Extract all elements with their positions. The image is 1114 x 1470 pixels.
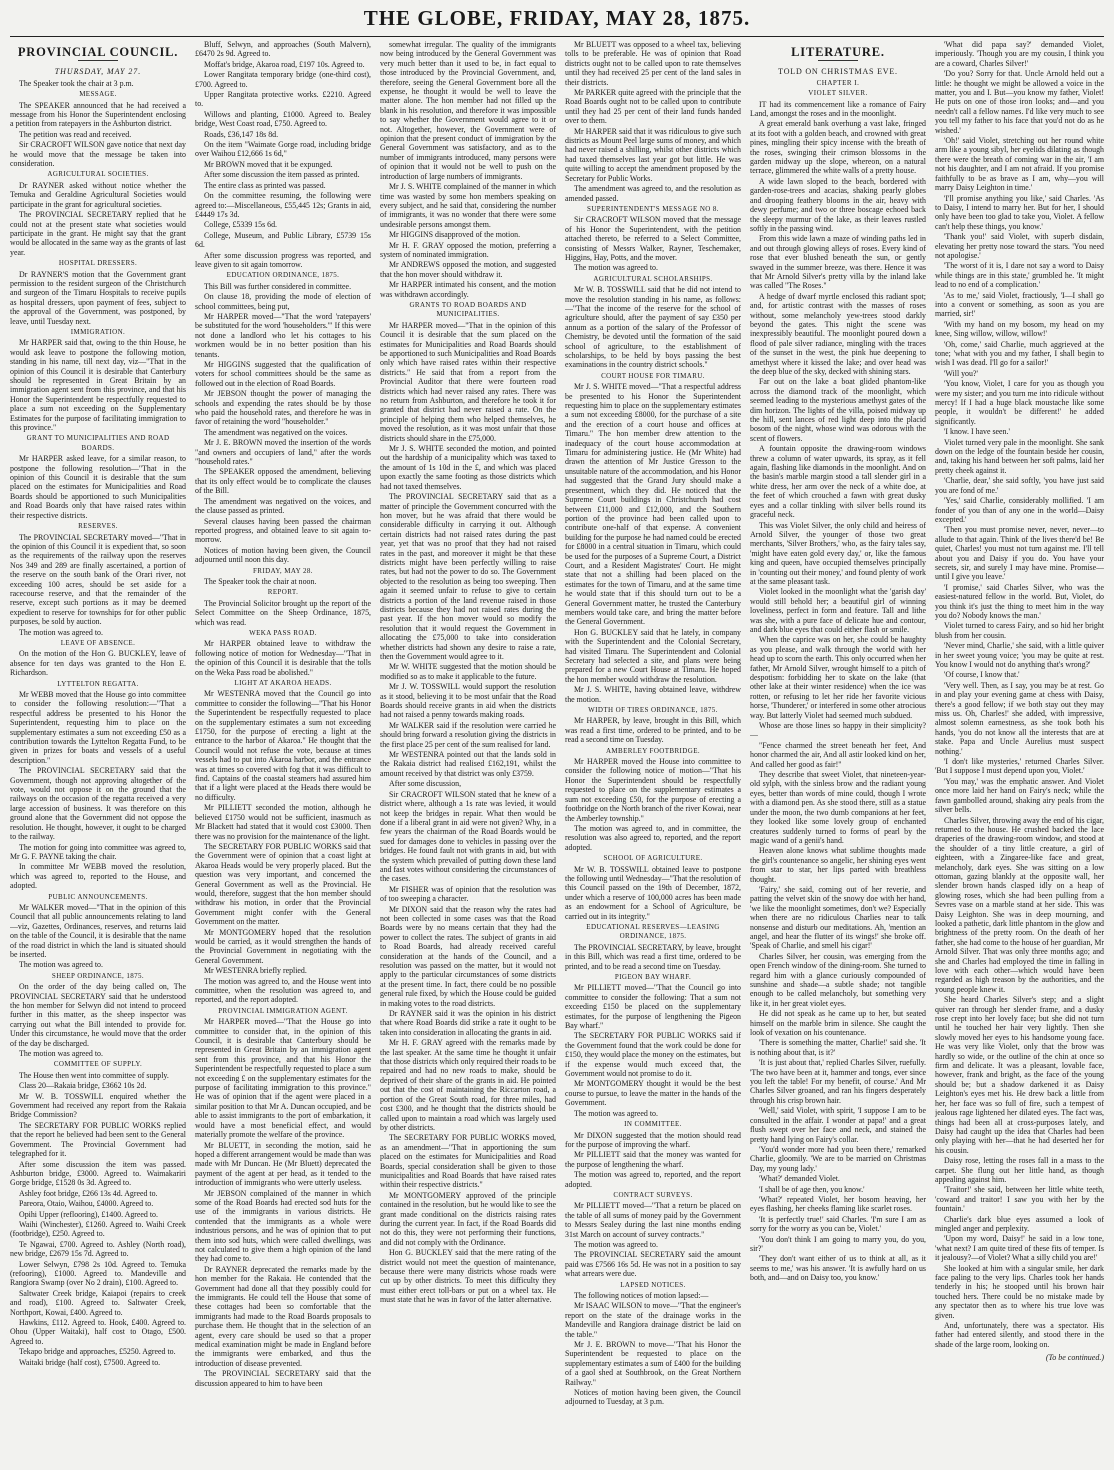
paragraph: 'The worst of it is, I dare not say a word to Daisy while things are in this state,' grumbled he. 'It might lead to no end of a complication.' (935, 261, 1104, 290)
paragraph: Mr JEBSON complained of the manner in which some of the Road Boards had erected sod huts for the use of the immigrants in various districts. He contended that the immigrants as a whole were industrious persons, and he was of opinion that to put them into sod huts, which were called dwellings, was not calculated to give them a high opinion of the land they had come to. (195, 1188, 371, 1264)
paragraph: The motion for going into committee was agreed to, Mr G. F. PAYNE taking the chair. (10, 842, 186, 861)
paragraph: The PROVINCIAL SECRETARY replied that he could not at the present state what societies would participate in the grant. He might say that the grant would be allocated in the same way as the grants of last year. (10, 210, 186, 257)
subheading: FRIDAY, MAY 28. (253, 566, 313, 575)
subheading: SUPERINTENDENT'S MESSAGE NO 8. (587, 204, 719, 213)
paragraph: Sir CRACROFT WILSON moved that the message of his Honor the Superintendent, with the petition attached thereto, be referred to a Select Committee, consisting of Messrs Walker, Rayner, Teschemaker, Higgins, Hay, Potts, and the mover. (565, 215, 741, 262)
subheading: HOSPITAL DRESSERS. (58, 259, 138, 268)
paragraph: 'There is something the matter, Charlie!' said she. 'It is nothing about that, is it?' (750, 1038, 926, 1057)
to-be-continued: (To be continued.) (1045, 1353, 1104, 1363)
paragraph: Hon G. BUCKLEY said that the mere rating of the district would not meet the question of maintenance, because there were many districts whose roads were cut up by other districts. To meet this difficulty they must either erect toll-bars or put on a wheel tax. He must state that he was in favor of the latter alternative. (380, 1248, 556, 1305)
paragraph: Mr HARPER moved—"That the word 'ratepayers' be substituted for the word 'householders.'" If this were not done a landlord who let his cottages to his workmen would be in no better position than his tenants. (195, 311, 371, 359)
paragraph: This was Violet Silver, the only child and heiress of Arnold Silver, the younger of those two great merchants, 'Silver Brothers,' who, as the fairy tales say, 'might have eaten gold every day,' or, like the famous king and queen, have occupied themselves principally in 'counting out their money,' and found plenty of work at the same pleasant task. (750, 520, 926, 586)
dateline: THURSDAY, MAY 27. (54, 67, 142, 77)
paragraph: Notices of motion having been given, the Council adjourned until noon this day. (195, 545, 371, 565)
paragraph: 'Will you?' (944, 368, 978, 378)
paragraph: College, Museum, and Public Library, £5739 15s 6d. (195, 230, 371, 250)
subheading: GRANTS TO ROAD BOARDS AND MUNICIPALITIES. (409, 300, 527, 319)
paragraph: She heard Charles Silver's step; and a slight quiver ran through her slender frame, and a dusky rose crept into her lovely face; but she did not turn until he touched her hair very lightly. Then she slowly moved her eyes to his handsome young face. He was very like Violet, only that the brow was hardly so wide, or the outline of the chin at once so firm and delicate. It was a pleasant, lovable face, however, frank and bright, as the face of the young should be; but a shadow darkened it as Daisy Leighton's eyes met his. He drew back a little from her, her face was so full of fire, such a tempest of jealous rage lightened her dilated eyes. The fact was, things had been all at cross-purposes lately, and Daisy had caught up the idea that Charles had been only playing with her—that he had deserted her for his cousin. (935, 995, 1104, 1155)
paragraph: Mr PILLIETT seconded the motion, although he believed £1750 would not be sufficient, inasmuch as Mr Blackett had stated that it would cost £3000. Then there was no provision for the maintenance of the light. (195, 803, 371, 841)
paragraph: IT had its commencement like a romance of Fairy Land, amongst the roses and in the moonlight. (750, 99, 926, 119)
paragraph: The motion was agreed to. (574, 1239, 658, 1249)
paragraph: Te Ngawai, £700. Agreed to. Ashley (North road), new bridge, £2679 15s 7d. Agreed to. (10, 1239, 186, 1259)
subheading: WEKA PASS ROAD. (249, 628, 317, 637)
paragraph: 'You'd wonder more had you been there,' remarked Charlie, gloomily. 'We are to be married on Christmas Day, my young lady.' (750, 1144, 926, 1173)
paragraph: Dr RAYNER'S motion that the Government grant permission to the resident surgeon of the Christchurch and surgeon of the Timaru Hospitals to receive pupils as hospital dressers, upon payment of fees, subject to the approval of the Government, was postponed, by leave, until Tuesday next. (10, 269, 186, 326)
paragraph: The SPEAKER opposed the amendment, believing that its only effect would be to complicate the clauses of the Bill. (195, 467, 371, 496)
paragraph: Several clauses having been passed the chairman reported progress, and obtained leave to sit again to-morrow. (195, 516, 371, 545)
paragraph: 'Of course, I know that.' (944, 670, 1020, 680)
paragraph: Mr MONTGOMERY approved of the principle contained in the resolution, but he would like to see the grant made conditional on the districts raising rates during the current year. In fact, if the Road Boards did not do this, they were not performing their functions, and did not comply with the Ordinance. (380, 1190, 556, 1247)
column-2 (195, 40, 371, 1460)
paragraph: A wide lawn sloped to the beach, bordered with garden-rose-trees and acacias, shaking pearly globes and drooping feathery blooms in the air, heavy with dewy perfume; and two or three boscage echoed back the sleepy murmur of the lake, as their leaves rustled softly in the passing wind. (750, 176, 926, 233)
paragraph: The entire class as printed was passed. (204, 180, 326, 190)
paragraph: Mr HARPER moved—"That in the opinion of this Council it is desirable that the sum placed on the estimates for Municipalities and Road Boards should be apportioned to such Municipalities and Road Boards only which have raised rates within their respective districts." He said that from a report from the Provincial Auditor that there were fourteen road districts which had never raised any rates. There was no return from Ashburton, and therefore he took it for granted that district had never raised a rate. On the principle of helping them who helped themselves, he moved the resolution, as it was most unfair that those districts should share in the £75,000. (380, 320, 556, 443)
paragraph: 'I'll promise anything you like,' said Charles. 'As to Daisy, I intend to marry her. But for her, I should only have been too glad to take you, Violet. A fellow can't help these things, you know.' (935, 193, 1104, 231)
subheading: LAPSED NOTICES. (620, 1280, 686, 1289)
subheading: IN COMMITTEE. (624, 1120, 682, 1129)
paragraph: He did not speak as he came up to her, but seated himself on the marble brim in silence. She caught the look of vexation on his countenance. (750, 1009, 926, 1038)
paragraph: Mr W. WHITE suggested that the motion should be modified so as to make it applicable to the future. (380, 662, 556, 681)
paragraph: And, unfortunately, there was a spectator. His father had entered silently, and stood there in the shade of the large room, looking on. (935, 1321, 1104, 1349)
subheading: AMBERLEY FOOTBRIDGE. (605, 746, 701, 755)
paragraph: In committee Mr WEBB moved the resolution, which was agreed to, reported to the House, and adopted. (10, 862, 186, 891)
section-heading-literature: LITERATURE. (791, 45, 885, 59)
paragraph: The PROVINCIAL SECRETARY moved—"That in the opinion of this Council it is expedient that, so soon as the requirements of the railway upon the reserves Nos 349 and 289 are finally ascertained, a portion of the reserve on the south bank of the Orari river, not exceeding 100 acres, should be set aside for a racecourse reserve, and that the remainder of the reserve, except such portions as it may be deemed expedient to reserve for townships for for other public purposes, be sold by auction. (10, 532, 186, 627)
paragraph: After some discussion, (389, 779, 462, 789)
paragraph: A great emerald bank overhung a vast lake, fringed at its foot with a golden beach, and crowned with great pines, mingling their spicy incense with the breath of the roses, swinging their crimson blossoms in the garden midway up the slope, whereon, on a natural terrace, glimmered the white walls of a pretty house. (750, 119, 926, 176)
paragraph: Mr HARPER, by leave, brought in this Bill, which was read a first time, ordered to be printed, and to be read a second time on Tuesday. (565, 716, 741, 745)
paragraph: The PROVINCIAL SECRETARY said that as a matter of principle the Government concurred with the hon mover, but he was afraid that there would be considerable difficulty in carrying it out. Although certain districts had not raised rates during the past year, yet that was no proof that they had not raised rates in the past, and moreover it might be that these districts might have been perfectly willing to raise rates, but had not the power to do so. The Government objected to the resolution as being too sweeping. Then again it seemed unfair to refuse to give to certain districts a portion of the land revenue raised in those districts because they had not raised rates during the past year. If the hon mover would so modify the resolution that it would request the Government in allocating the £75,000 to take into consideration whether districts had shown any desire to raise a rate, then the Government would agree to it. (380, 492, 556, 661)
paragraph: 'As to me,' said Violet, fractiously, 'I—I shall go into a convent or something, as soon as you are married, sir!' (935, 290, 1104, 319)
paragraph: 'Upon my word, Daisy!' he said in a low tone, 'what next? I am quite tired of these fits of temper. Is it jealousy?—of Violet? What a silly child you are!' (935, 1234, 1104, 1263)
paragraph: Mr ANDREWS opposed the motion, and suggested that the hon mover should withdraw it. (380, 260, 556, 279)
masthead-rule (10, 36, 1104, 37)
paragraph: The SECRETARY FOR PUBLIC WORKS replied that the report he believed had been sent to the General Government. The Provincial Government had telegraphed for it. (10, 1120, 186, 1159)
column-1 (10, 40, 186, 1460)
subheading: LEAVE OF ABSENCE. (60, 638, 136, 647)
subheading: LIGHT AT AKAROA HEADS. (234, 679, 332, 687)
paragraph: This Bill was further considered in committee. (204, 281, 352, 291)
paragraph: Whose are those lines so happy in their simplicity?— (750, 721, 926, 740)
paragraph: 'I know. I have seen.' (944, 427, 1010, 437)
paragraph: The PROVINCIAL SECRETARY, by leave, brought in this Bill, which was read a first time, ordered to be printed, and to be read a second time on Tuesday. (565, 942, 741, 971)
paragraph: Mr J. E. BROWN moved the insertion of the words "and owners and occupiers of land," after the words "household rates." (195, 438, 371, 467)
paragraph: From this wide lawn a maze of winding paths led in and out through glowing alleys of roses. Every kind of rose that ever blushed beneath the sun, or gently swayed in the summer breeze, was there. Hence it was that Mr Arnold Silver's pretty villa by the inland lake was called "The Roses." (750, 234, 926, 291)
paragraph: 'You know, Violet, I care for you as though you were my sister; and you turn me into ridicule without mercy! If I had a huge black moustache like some people, it wouldn't be different!' he added significantly. (935, 379, 1104, 426)
paragraph: They describe that sweet Violet, that nineteen-year-old sylph, with the sinless brow and the radiant young eyes, better than words of mine could, though I wrote with a diamond pen. As she stood there, still as a statue under the moon, the two dumb companions at her feet, they looked like some lovely group of enchanted creatures suddenly turned to forms of pearl by the magic wand of a genii's hand. (750, 770, 926, 845)
subheading: PUBLIC ANNOUNCEMENTS. (48, 892, 148, 901)
paragraph: 'What did papa say?' demanded Violet, imperiously. 'Though you are my cousin, I think you are a coward, Charles Silver!' (935, 40, 1104, 68)
paragraph: The SPEAKER announced that he had received a message from his Honor the Superintendent enclosing a petition from ratepayers in the Ashburton district. (10, 100, 186, 129)
paragraph: Violet turned very pale in the moonlight. She sank down on the ledge of the fountain beside her cousin, and, taking his hand between her soft palms, laid her pretty cheek against it. (935, 437, 1104, 475)
paragraph: The amendment was negatived on the voices, and the clause passed as printed. (195, 496, 371, 516)
paragraph: The SECRETARY FOR PUBLIC WORKS moved, as an amendment—"That in apportioning the sum placed on the estimates for Municipalities and Road Boards, special consideration shall be given to those municipalities and Road Boards that have raised rates within their respective districts." (380, 1133, 556, 1190)
chapter-label: CHAPTER I. (816, 78, 860, 87)
paragraph: 'It is just about that,' replied Charles Silver, ruefully. 'The two have been at it, hammer and tongs, ever since you left the table! For my benefit, of course.' And Mr Charles Silver groaned, and ran his fingers desperately through his crisp brown hair. (750, 1058, 926, 1105)
masthead: THE GLOBE, FRIDAY, MAY 28, 1875. (363, 6, 751, 30)
paragraph: Far out on the lake a boat glided phantom-like across the diamond track of the moonlight, which seemed leading to the mysterious amethyst gates of the dim horizon. The lights of the villa, poised midway up the hill, sent lances of red light deep into the placid bosom of the night, whose wind was odorous with the scent of flowers. (750, 377, 926, 443)
paragraph: Ashley foot bridge, £266 13s 4d. Agreed to. (19, 1188, 158, 1198)
paragraph: 'With my hand on my bosom, my head on my knee, Sing willow, willow, willow!' (935, 319, 1104, 339)
paragraph: The Provincial Solicitor brought up the report of the Select Committee on the Sheep Ordinance, 1875, which was read. (195, 598, 371, 627)
paragraph: The amendment was agreed to, and the resolution as amended passed. (565, 184, 741, 203)
paragraph: Sir CRACROFT WILSON gave notice that next day he would move that the message be taken into consideration. (10, 140, 186, 169)
paragraph: 'Do you? Sorry for that. Uncle Arnold held out a little: he thought we might be allowed a voice in the matter, you and I. But—you know my father, Violet! He puts on one of those iron looks; and—and you needn't call a fellow names. I'd like very much to see you tell my father to his face that you'd not do as he wished.' (935, 69, 1104, 135)
paragraph: The motion was agreed to, reported, and the report adopted. (565, 1170, 741, 1189)
paragraph: Mr W. B. TOSSWILL enquired whether the Government had received any report from the Rakaia Bridge Commission? (10, 1091, 186, 1120)
paragraph: Mr HARPER obtained leave to withdraw the following notice of motion for Wednesday—"That in the opinion of this Council it is desirable that the tolls on the Weka Pass road be abolished." (195, 639, 371, 677)
paragraph: 'I shall be of age then, you know.' (759, 1184, 865, 1194)
subheading: AGRICULTURAL SCHOLARSHIPS. (593, 274, 713, 283)
paragraph: On the committee resuming, the following were agreed to:—Miscellaneous, £55,445 12s; Grants in aid, £4449 17s 3d. (195, 191, 371, 219)
paragraph: Charles Silver, throwing away the end of his cigar, returned to the house. He crushed backed the lace draperies of the drawing-room window, and stood at the shoulder of a tiny little creature, a girl of eighteen, with a Zingaree-like face and great, melancholy, dark eyes. She was sitting on a low ottoman, gazing blankly at the opposite wall, her slender brown hands clasped idly on a heap of glowing roses, which she had been pulling from a Sevres vase on a marble stand at her side. This was Daisy Leighton. She was in deep mourning, and looked a pathetic, dark little phantom in the glow and brightness of the pretty room. On the death of her father, she had come to the house of her guardian, Mr Arnold Silver. That was only three months ago; and she and Charles had employed the time in falling in love with each other—which would have been regarded as high treason by the authorities, and the young people knew it. (935, 815, 1104, 994)
paragraph: 'What?' repeated Violet, her bosom heaving, her eyes flashing, her cheeks flaming like scarlet roses. (750, 1194, 926, 1214)
paragraph: Mr J. E. BROWN to move—"That his Honor the Superintendent be requested to place on the supplementary estimates a sum of £400 for the building of a gaol shed at Southbrook, on the Great Northern Railway." (565, 1340, 741, 1387)
paragraph: 'I promise,' said Charles Silver, who was the easiest-natured fellow in the world. But, Violet, do you think it's just the thing to meet him in the way you do? Nobody knows the man.' (935, 582, 1104, 620)
paragraph: Mr J. S. WHITE complained of the manner in which time was wasted by some hon members speaking on every subject, and he said that, considering the number of immigrants, it was no wonder that there were some undesirable persons amongst them. (380, 182, 556, 229)
paragraph: The PROVINCIAL SECRETARY said that the discussion appeared to him to have been (195, 1369, 371, 1388)
paragraph: Willows and planting, £1000. Agreed to. Bealey bridge, West Coast road, £750. Agreed to. (195, 109, 371, 129)
paragraph: Mr DIXON said that the reason why the rates had not been collected in some cases was that the Road Boards were by no means certain that they had the power to collect the rates. The subject of grants in aid to Road Boards, had already received careful consideration at the hands of the Council, and a resolution was passed on the matter, but it would not apply to the particular circumstances of some districts at the present time. In fact, there could be no possible general rule fixed, by which the House could be guided in making votes to the road districts. (380, 904, 556, 1008)
paragraph: College, £5339 15s 6d. (204, 220, 277, 230)
paragraph: A hedge of dwarf myrtle enclosed this radiant spot; and, for artistic contrast with the masses of roses without, some melancholy yew-trees stood darkly beyond the gates. This night the scene was inexpressibly beautiful. The moonlight poured down a flood of pale silver radiance, mingling with the traces of the sunset in the west, the pink hue deepening to amethyst where it kissed the lake; and over head was the deep blue of the sky, decked with shining stars. (750, 291, 926, 376)
paragraph: Saltwater Creek bridge, Kaiapoi (repairs to creek and road), £100. Agreed to. Saltwater Creek, Northport, Kowai, £400. Agreed to. (10, 1288, 186, 1317)
subheading: REPORT. (267, 588, 299, 597)
paragraph: Waitaki bridge (half cost), £7500. Agreed to. (19, 1357, 161, 1367)
column-5 (750, 40, 926, 1460)
paragraph: Lower Selwyn, £798 2s 10d. Agreed to. Temuka (refooring), £1000. Agreed to. Mandeville and Rangiora Swamp (over No 2 drain), £100. Agreed to. (10, 1259, 186, 1288)
paragraph: Mr PARKER quite agreed with the principle that the Road Boards ought not to be called upon to contribute until they had 25 per cent of their land funds handed over to them. (565, 88, 741, 126)
paragraph: Mr HARPER said that it was ridiculous to give such districts as Mount Peel large sums of money, and which had never raised a shilling, whilst other districts which had taxed themselves last year got but little. He was quite willing to accept the amendment proposed by the Secretary for Public Works. (565, 126, 741, 183)
paragraph: Dr RAYNER said it was the opinion in his district that where Road Boards did strike a rate it ought to be taken into consideration in allocating the grants in aid. (380, 1009, 556, 1037)
paragraph: 'Traitor!' she said, between her little white teeth, 'coward and traitor! I saw you with her by the fountain.' (935, 1185, 1104, 1214)
paragraph: On the motion of the Hon G. BUCKLEY, leave of absence for ten days was granted to the Hon E. Richardson. (10, 649, 186, 678)
paragraph: 'Thank you!' said Violet, with superb disdain, elevating her pretty nose toward the stars. 'You need not apologise.' (935, 232, 1104, 260)
paragraph: On the order of the day being called on, The PROVINCIAL SECRETARY said that he understood the hon member for Selwyn did not intend to proceed further in this matter, as the sheep inspector was carrying out what the Bill intended to provide for. Under this circumstance, he would move that the order of the day be discharged. (10, 982, 186, 1048)
paragraph: Mr PILLIETT said that the money was wanted for the purpose of lengthening the wharf. (565, 1150, 741, 1169)
paragraph: Mr WESTENRA briefly replied. (204, 966, 307, 976)
paragraph: 'Oh!' said Violet, stretching out her round white arm like a young sibyl, her eyelids dilating as though there were the breath of coming war in the air, 'I am not his daughter, and I am not afraid. If you promise faithfully to be as brave as I am, why—you will marry Daisy Leighton in time.' (935, 136, 1104, 193)
paragraph: "Fence charmed the street beneath her feet, And honor charmed the air, And all astir looked kind on her, And called her good as fair!" (750, 740, 926, 769)
paragraph: Mr BROWN moved that it be expunged. (204, 159, 333, 169)
subheading: EDUCATION ORDINANCE, 1875. (226, 271, 340, 280)
section-heading-provincial-council: PROVINCIAL COUNCIL. (17, 45, 179, 59)
paragraph: Opihi Upper (reflooring), £1400. Agreed to. (19, 1209, 158, 1219)
subheading: LYTTELTON REGATTA. (57, 679, 139, 688)
paragraph: Violet turned to caress Fairy, and so hid her bright blush from her cousin. (935, 621, 1104, 640)
paragraph: Mr H. F. GRAY opposed the motion, preferring a system of nominated immigration. (380, 240, 556, 259)
subheading: EDUCATIONAL RESERVES—LEASING ORDINANCE, 1875. (586, 922, 720, 941)
paragraph: Mr JEBSON thought the power of managing the schools and expending the rates should be by those who paid the household rates, and therefore he was in favor of retaining the word "householder." (195, 389, 371, 427)
subheading: IMMIGRATION. (70, 327, 126, 336)
subheading: PIGEON BAY WHARF. (614, 973, 692, 981)
paragraph: Hawkins, £112. Agreed to. Hook, £400. Agreed to. Ohou (Upper Waitaki), half cost to Otago, £500. Agreed to. (10, 1318, 186, 1346)
story-title: TOLD ON CHRISTMAS EVE. (778, 67, 898, 77)
paragraph: The motion was agreed to. (574, 1108, 658, 1118)
paragraph: Mr MONTGOMERY thought it would be the best course to pursue, to leave the matter in the hands of the Government. (565, 1079, 741, 1108)
paragraph: Lower Rangitata temporary bridge (one-third cost), £700. Agreed to. (195, 70, 371, 89)
heading-rule (818, 60, 858, 61)
paragraph: Sir CRACROFT WILSON stated that he knew of a district where, although a 1s rate was levied, it would not keep the bridges in repair. What then would be done if a liberal grant in aid were not given? Why, in a few years the chairman of the Road Boards would be sued for damages done to vehicles in passing over the bridges. He found fault not with grants in aid, but with the system which prevailed of putting down these land and fast votes without considering the circumstances of the cases. (380, 789, 556, 884)
paragraph: 'You may,' was the emphatic answer. And Violet once more laid her hand on Fairy's neck; while the fawn gambolled around, shaking airy peals from the silver bells. (935, 776, 1104, 815)
paragraph: Mr BLUETT was opposed to a wheel tax, believing tolls to be preferable. He was of opinion that Road districts ought not to be called upon to rate themselves until they had received 25 per cent of the land sales in their districts. (565, 40, 741, 87)
paragraph: Mr H. F. GRAY agreed with the remarks made by the last speaker. At the same time he thought it unfair that those districts which only required their roads to be repaired and had no new roads to make, should be deprived of their share of the grants in aid. He pointed out that the cost of maintaining the Riccarton road, a portion of the Great South road, for three miles, had cost £300, and he thought that the districts should be called upon to maintain a road which was largely used by other districts. (380, 1038, 556, 1132)
paragraph: Mr MONTGOMERY hoped that the resolution would be carried, as it would strengthen the hands of the Provincial Government in negotiating with the General Government. (195, 927, 371, 965)
paragraph: Upper Rangitata protective works. £2210. Agreed to. (195, 90, 371, 109)
chapter-subtitle: VIOLET SILVER. (808, 89, 868, 98)
paragraph: The amendment was negatived on the voices. (204, 427, 348, 437)
paragraph: Bluff, Selwyn, and approaches (South Malvern), £6470 2s 9d. Agreed to. (195, 40, 371, 59)
subheading: CONTRACT SURVEYS. (613, 1190, 693, 1199)
paragraph: The Speaker took the chair at 3 p.m. (19, 78, 134, 88)
paragraph: Roads, £36,147 18s 8d. (204, 129, 279, 139)
paragraph: Charles Silver, her cousin, was emerging from the open French window of the dining-room. She turned to regard him with a glance curiously compounded of sunshine and shade—a subtle shade; not tangible enough to be called melancholy, but something very like it, in her great violet eyes. (750, 951, 926, 1008)
subheading: WIDTH OF TIRES ORDINANCE, 1875. (588, 706, 718, 715)
paragraph: Mr J. S. WHITE, having obtained leave, withdrew the motion. (565, 685, 741, 704)
paragraph: 'Yes,' said Charlie, considerably mollified. 'I am fonder of you than of any one in the world—Daisy excepted.' (935, 496, 1104, 524)
paragraph: The PROVINCIAL SECRETARY said that the Government, though not approving altogether of the vote, would not oppose it on the ground that the railways on the occasion of the regatta received a very large accession of business. It was therefore on this ground alone that the Government did not oppose the resolution. He thought, however, it ought to be charged to the railway. (10, 766, 186, 842)
paragraph: somewhat irregular. The quality of the immigrants now being introduced by the General Government was very much better than it used to be, in fact equal to those introduced by the Provincial Government, and, therefore, seeing the General Government bore all the expense, he thought it would be well to leave the matter alone. The hon member had not filled up the blank in his resolution, and therefore it was impossible to say whether the Government would agree to it or not. Altogether, however, the Government were of opinion that the present conduct of immigration by the General Government was satisfactory, and as to the number of immigrants introduced, many persons were of opinion that it would not be well to push on the introduction of large numbers of immigrants. (380, 40, 556, 181)
paragraph: 'Charlie, dear,' she said softly, 'you have just said you are fond of me.' (935, 476, 1104, 495)
paragraph: Heaven alone knows what sublime thoughts made the girl's countenance so angelic, her shining eyes went from star to star, her lips parted with breathless thought. (750, 846, 926, 884)
paragraph: Mr FISHER was of opinion that the resolution was of too sweeping a character. (380, 884, 556, 904)
paragraph: 'Very well. Then, as I say, you may be at rest. Go in and play your evening game at chess with Daisy, there's a good fellow; if we both stay out they may miss us. Oh, Charles!' she added, with impressive, almost solemn earnestness, as she took both his hands, 'you do not know all the interests that are at stake. Papa and Uncle Aurelius must suspect nothing.' (935, 680, 1104, 756)
paragraph: The Speaker took the chair at noon. (204, 576, 317, 586)
paragraph: Mr HIGGINS disapproved of the motion. (389, 230, 521, 240)
newspaper-page (10, 40, 1104, 1460)
paragraph: The motion was agreed to. (19, 960, 103, 970)
subheading: MESSAGE. (79, 90, 117, 99)
paragraph: Mr J. S. WHITE seconded the motion, and pointed out the hardship of a municipality which was taxed to the amount of 1s 10d in the £, and which was placed upon exactly the same footing as those districts which had not taxed themselves. (380, 444, 556, 491)
paragraph: The House then went into committee of supply. (19, 1070, 169, 1080)
paragraph: 'You don't think I am going to marry you, do you, sir?' (750, 1234, 926, 1253)
column-6-body (935, 40, 1104, 1349)
paragraph: Mr HARPER intimated his consent, and the motion was withdrawn accordingly. (380, 280, 556, 299)
paragraph: Notices of motion having been given, the Council adjourned to Tuesday, at 3 p.m. (565, 1388, 741, 1407)
paragraph: Mr ISAAC WILSON to move—"That the engineer's report on the state of the drainage works in the Mandeville and Rangiora drainage district be laid on the table." (565, 1301, 741, 1339)
paragraph: The motion was agreed to, and in committee, the resolution was also agreed to, reported, and the report adopted. (565, 823, 741, 852)
paragraph: Mr J. S. WHITE moved—"That a respectful address be presented to his Honor the Superintendent requesting him to place on the supplementary estimates a sum not exceeding £8000, for the purchase of a site and the erection of a court house and offices at Timaru." The hon member drew attention to the inadequacy of the court house accommodation at Timaru for administering justice. He (Mr White) had drawn the attention of Mr Justice Gresson to the unsuitable nature of the accommodation, and his Honor had suggested that the Grand Jury should make a presentment, which they did. He noticed that the Supreme Court buildings in Christchurch had cost between £11,000 and £12,000, and the Southern portion of the province had been called upon to contribute one-half of that expense. A convenient building for the purpose he had named could be erected for £8000 in a central situation in Timaru, which could be used for the purposes of a Supreme Court, a District Court, and a Resident Magistrates' Court. He might state that not a shilling had been placed on the estimates for the town of Timaru, and at the same time he would state that if this should turn out to be a General Government matter, he trusted the Canterbury members would take care, and bring the matter before the General Government. (565, 382, 741, 627)
paragraph: The motion was agreed to. (19, 1049, 103, 1059)
paragraph: 'It is perfectly true!' said Charles. 'I'm sure I am as sorry for the worry as you can be, Violet.' (750, 1214, 926, 1234)
paragraph: The petition was read and received. (19, 129, 132, 139)
paragraph: Mr HARPER asked leave, for a similar reason, to postpone the following resolution—"That in the opinion of this Council it is desirable that the sum placed on the estimates for Municipalities and Road Boards should be apportioned to such Municipalities and Road Boards only that have raised rates within their respective districts. (10, 454, 186, 520)
paragraph: The motion was agreed to. (574, 263, 658, 273)
paragraph: She looked at him with a singular smile, her dark face paling to the very lips. Charles took her hands tenderly in his; he stooped until his brown hair touched hers. There could be no mistake made by any spectator then as to where his true love was given. (935, 1263, 1104, 1320)
paragraph: Mr J. W. TOSSWILL would support the resolution as it stood, believing it to be most unfair that the Road Boards should receive grants in aid when the districts had not raised a penny towards making roads. (380, 682, 556, 720)
subheading: AGRICULTURAL SOCIETIES. (47, 170, 149, 179)
paragraph: The motion was agreed to. (19, 627, 103, 637)
paragraph: 'I don't like mysteries,' returned Charles Silver. 'But I suppose I must depend upon you, Violet.' (935, 757, 1104, 776)
paragraph: Daisy rose, letting the roses fall in a mass to the carpet. She flung out her little hand, as though appealing against him. (935, 1156, 1104, 1184)
paragraph: Class 20—Rakaia bridge, £3662 10s 2d. (19, 1081, 147, 1091)
paragraph: Waihi (Winchester), £1260. Agreed to. Waihi Creek (footbridge), £250. Agreed to. (10, 1219, 186, 1239)
paragraph: Tekapo bridge and approaches, £5250. Agreed to. (19, 1347, 176, 1357)
paragraph: Mr W. B. TOSSWILL obtained leave to postpone the following until Wednesday—"That the resolution of this Council passed on the 19th of December, 1872, under which a reserve of 100,000 acres has been made as an endowment for a School of Agriculture, be carried out in its integrity." (565, 864, 741, 921)
column-6 (935, 40, 1104, 1460)
subheading: SCHOOL OF AGRICULTURE. (603, 854, 703, 863)
paragraph: The PROVINCIAL SECRETARY said the amount paid was £7566 16s 5d. He was not in a position to say what arrears were due. (565, 1250, 741, 1279)
subheading: COURT HOUSE FOR TIMARU. (601, 371, 705, 380)
paragraph: Mr HARPER moved the House into committee to consider the following notice of motion—"That his Honor the Superintendent should be respectfully requested to place on the supplementary estimates a sum not exceeding £50, for the purpose of erecting a footbridge on the North branch of the river Kowai, near the Amberley township." (565, 757, 741, 823)
paragraph: Mr BLUETT, in seconding the motion, said he hoped a different arrangement would be made than was made with Mr Duncan. He (Mr Bluett) deprecated the payment of the agent at per head, as it tended to the introduction of immigrants who were utterly useless. (195, 1140, 371, 1188)
paragraph: After some discussion progress was reported, and leave given to sit again tomorrow. (195, 250, 371, 269)
paragraph: Mr HARPER said that, owing to the thin House, he would ask leave to postpone the following motion, standing in his name, till next day, viz—"That in the opinion of this Council it is desirable that Canterbury should be represented in Great Britain by an immigration agent sent from this province, and that his Honor the Superintendent be respectfully requested to place a sum not exceeding on the Supplementary Estimates for the purpose of facilitating immigration to this province." (10, 338, 186, 433)
paragraph: 'Then you must promise never, never, never—to allude to that again. Think of the lives there'd be! Be quiet, Charles! you must not turn against me. I'll tell about you and Daisy if you do. You have your secrets, sir, and surely I may have mine. Promise—until I give you leave.' (935, 525, 1104, 582)
paragraph: Charlie's dark blue eyes assumed a look of mingled anger and perplexity. (935, 1214, 1104, 1233)
paragraph: The motion was agreed to, and the House went into committee, when the resolution was agreed to, and reported, and the report adopted. (195, 976, 371, 1005)
paragraph: Mr WALKER moved—"That in the opinion of this Council that all public announcements relating to land—viz, Gazettes, Ordinances, reserves, and returns laid on the table of the Council, it is desirable that the name of the road district in which the land is situated should be inserted. (10, 902, 186, 959)
paragraph: 'Oh, come,' said Charlie, much aggrieved at the tone; 'what with you and my father, I shall begin to wish I was dead. I'll go for a sailor!' (935, 339, 1104, 368)
paragraph: 'Fairy,' she said, coming out of her reverie, and patting the velvet skin of the snowy doe with her hand, 'we like the moonlight sometimes, don't we? Especially when there are no ridiculous Charlies near to talk nonsense and disturb our meditations. Ah, 'mention an angel, and hear the flutter of its wings!' she broke off. 'Speak of Charlie, and smell his cigar!' (750, 884, 926, 951)
paragraph: A fountain opposite the drawing-room windows threw a column of water upwards, its spray, as it fell again, flashing like diamonds in the moonlight. And on the basin's marble margin stood a tall slender girl in a white dress, her arm over the neck of a white doe, at the feet of which crouched a fawn with great dusky eyes and a collar tinkling with silver bells round its graceful neck. (750, 444, 926, 520)
paragraph: On the item "Waimate Gorge road, including bridge over Waihou £12,666 1s 6d," (195, 140, 371, 159)
paragraph: 'Well,' said Violet, with spirit, 'I suppose I am to be consulted in the affair. I wonder at papa!' and a great flush swept over her face and neck, and stained the pretty hand lying on Fairy's collar. (750, 1106, 926, 1144)
paragraph: On clause 18, providing the mode of election of school committees, being put, (195, 292, 371, 311)
paragraph: 'They don't want either of us to think at all, as it seems to me,' was his answer. 'It is awfully hard on us both, and—and on Daisy too, you know.' (750, 1254, 926, 1283)
paragraph: Mr PILLIETT moved—"That a return be placed on the table of all sums of money paid by the Government to Messrs Sealey during the last nine months ending 31st March on account of survey contracts." (565, 1201, 741, 1239)
heading-rule (78, 60, 118, 61)
paragraph: Violet looked in the moonlight what the 'garish day' would still behold her; a beautiful girl of winning loveliness, perfect in form and feature. Tall and lithe was she, with a pure face of delicate hue and contour, and dark blue eyes that could either flash or smile. (750, 587, 926, 634)
paragraph: Mr PILLIETT moved—"That the Council go into committee to consider the following: That a sum not exceeding £150 be placed on the supplementary estimates, for the purpose of lengthening the Pigeon Bay wharf." (565, 983, 741, 1031)
column-5-body (750, 100, 926, 1283)
column-4 (565, 40, 741, 1460)
paragraph: Pareora, Otaio, Waihou, £4000. Agreed to. (19, 1199, 154, 1209)
subheading: SHEEP ORDINANCE, 1875. (51, 971, 145, 980)
paragraph: The SECRETARY FOR PUBLIC WORKS said if the Government found that the work could be done for £150, they would place the money on the estimates, but if the expense would much exceed that, the Government would not promise to do it. (565, 1031, 741, 1079)
paragraph: 'What?' demanded Violet. (759, 1174, 840, 1184)
subheading: RESERVES. (78, 522, 118, 531)
subheading: PROVINCIAL IMMIGRATION AGENT. (218, 1006, 348, 1015)
paragraph: Mr WALKER said if the resolution were carried he should bring forward a resolution giving the districts in the first place 25 per cent of the sum realised for land. (380, 720, 556, 749)
subheading: GRANT TO MUNICIPALITIES AND ROAD BOARDS. (26, 434, 170, 452)
subheading: COMMITTEE OF SUPPLY. (53, 1060, 143, 1069)
paragraph: The SECRETARY FOR PUBLIC WORKS said that the Government were of opinion that a coast light at Akaroa Heads would be very properly placed. But the question was very important, and concerned the General Government as well as the Provincial. He would, therefore, suggest that the hon member should withdraw his motion, in order that the Provincial Government might confer with the General Government on the matter. (195, 841, 371, 927)
paragraph: Mr HARPER moved—"That the House go into committee to consider that, in the opinion of this Council, it is desirable that Canterbury should be represented in Great Britain by an immigration agent sent from this province, and that his Honor the Superintendent be respectfully requested to place a sum not exceeding £ on the supplementary estimates for the purpose of facilitating immigration to this province." He was of opinion that if the agent were placed in a similar position to that Mr A. Duncan occupied, and be able to assist immigrants to the port of embarkation, it would have a most beneficial effect, and would materially promote the welfare of the province. (195, 1017, 371, 1140)
paragraph: After some discussion the item was passed. Ashburton bridge, £3000. Agreed to. Waimakariri Gorge bridge, £1528 0s 3d. Agreed to. (10, 1159, 186, 1188)
column-3 (380, 40, 556, 1460)
paragraph: Moffat's bridge, Akaroa road, £197 10s. Agreed to. (204, 59, 365, 69)
paragraph: Mr WESTENRA pointed out that the lands sold in the Rakaia district had realised £162,191, whilst the amount received by that district was only £3759. (380, 750, 556, 778)
paragraph: When the caprice was on her, she could be haughty as you please, and walk through the world with her head up to scorn the earth. This only occurred when her father, Mr Arnold Silver, wrought himself to a pitch of despotism: forbidding her to skate on the lake (that other lake at their winter residence) when the ice was rotten, or refusing to let her ride her favorite vicious horse, 'Thunderer,' or interfered in some other atrocious way. But latterly Violet had seemed much subdued. (750, 635, 926, 720)
paragraph: Dr RAYNER asked without notice whether the Temuka and Geraldine Agricultural Societies would participate in the grant for agricultural societies. (10, 180, 186, 209)
paragraph: After some discussion the item passed as printed. (204, 170, 360, 180)
paragraph: Dr RAYNER deprecated the remarks made by the hon member for the Rakaia. He contended that the Government had done all that they possibly could for the immigrants. He could tell the House that some of these cottages had been so comfortable that the immigrants had made to the Road Boards proposals to purchase them. He thought that in the selection of an agent, every care should be used so that a proper medical examination might be made in England before the immigrants were embarked, and thus the introduction of disease prevented. (195, 1264, 371, 1368)
paragraph: 'Never mind, Charlie,' she said, with a little quiver in her sweet young voice; 'you may be quite at rest. You know I would not do anything that's wrong?' (935, 641, 1104, 669)
paragraph: Mr DIXON suggested that the motion should read for the purpose of improving the wharf. (565, 1130, 741, 1149)
paragraph: Mr WEBB moved that the House go into committee to consider the following resolution:—"That a respectful address be presented to his Honor the Superintendent, requesting him to place on the supplementary estimates a sum not exceeding £50 as a contribution towards the Lyttelton Regatta Fund, to be given in prizes for boats and vessels of a useful description." (10, 690, 186, 765)
paragraph: Mr WESTENRA moved that the Council go into committee to consider the following—"That his Honor the Superintendent be respectfully requested to place on the supplementary estimates a sum not exceeding £1750, for the purpose of erecting a light at the entrance to the harbor of Akaroa." He thought that the Council would not refuse the vote, because at times vessels had to put into Akaroa harbor, and the entrance was at times so covered with fog that it was difficult to find. Captains of the coastal steamers had assured him that if a light were placed at the Heads there would be no difficulty. (195, 689, 371, 802)
paragraph: Hon G. BUCKLEY said that he lately, in company with the Superintendent and the Colonial Secretary, had visited Timaru. The Superintendent and Colonial Secretary had selected a site, and plans were being prepared for a new Court House at Timaru. He hoped the hon member would withdraw the resolution. (565, 627, 741, 684)
paragraph: Mr W. B. TOSSWILL said that he did not intend to move the resolution standing in his name, as follows:—"That the income of the reserve for the school of agriculture should, after the payment of say £350 per annum as a portion of the salary of the Professor of Chemistry, be devoted until the formation of the said school of agriculture, to the establishment of scholarships, to be held by boys passing the best examinations in the country district schools." (565, 285, 741, 370)
paragraph: Mr HIGGINS suggested that the qualification of voters for school committees should be the same as followed out in the election of Road Boards. (195, 360, 371, 388)
paragraph: The following notices of motion lapsed:— (574, 1291, 709, 1300)
